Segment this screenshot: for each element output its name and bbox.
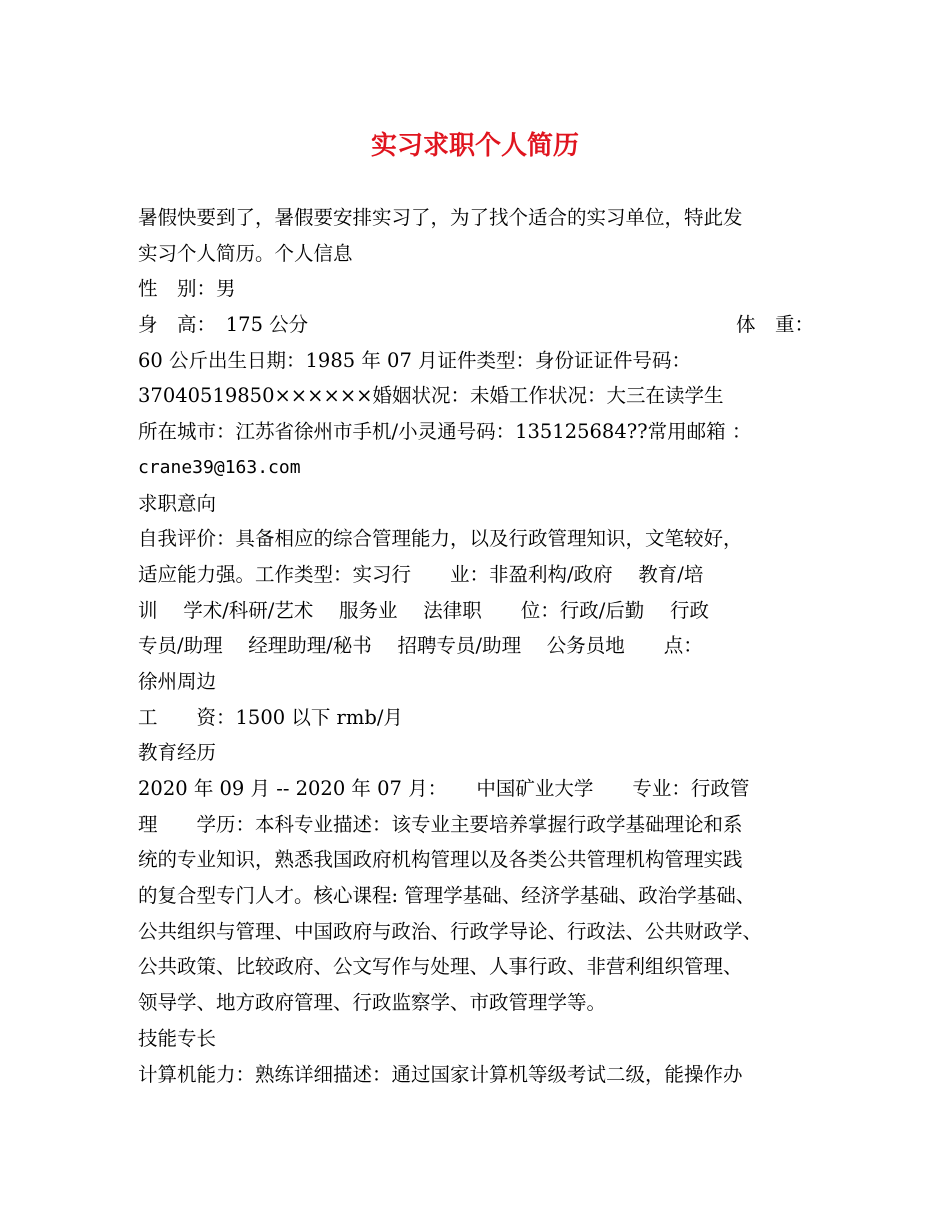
education-line-7: 领导学、地方政府管理、行政监察学、市政管理学等。 (138, 991, 607, 1015)
id-marital-line: 37040519850××××××婚姻状况：未婚工作状况：大三在读学生 (138, 384, 724, 408)
location-line: 徐州周边 (138, 669, 217, 693)
education-line-5: 公共组织与管理、中国政府与政治、行政学导论、行政法、公共财政学、 (138, 919, 763, 943)
position-line: 专员/助理 经理助理/秘书 招聘专员/助理 公务员地 点： (138, 634, 703, 658)
city-phone-line: 所在城市：江苏省徐州市手机/小灵通号码：135125684??常用邮箱 ： (138, 420, 752, 444)
section-heading-education: 教育经历 (138, 741, 217, 765)
self-evaluation-line-2: 适应能力强。工作类型：实习行 业：非盈利构/政府 教育/培 (138, 562, 704, 586)
height-field: 身 高： 175 公分 (138, 313, 309, 337)
skills-line-1: 计算机能力：熟练详细描述：通过国家计算机等级考试二级，能操作办 (138, 1062, 743, 1086)
section-heading-job-intention: 求职意向 (138, 491, 217, 515)
height-weight-line (138, 307, 814, 343)
personal-info-line: 60 公斤出生日期：1985 年 07 月证件类型：身份证证件号码： (138, 348, 692, 372)
intro-line-1: 暑假快要到了，暑假要安排实习了，为了找个适合的实习单位，特此发 (138, 206, 743, 229)
self-evaluation-line-1: 自我评价：具备相应的综合管理能力，以及行政管理知识，文笔较好， (138, 527, 743, 551)
education-line-1: 2020 年 09 月 -- 2020 年 07 月： 中国矿业大学 专业：行政管 (138, 777, 750, 800)
document-body (138, 200, 814, 1092)
intro-line-2: 实习个人简历。个人信息 (138, 241, 353, 265)
email-value: crane39@163.com (138, 456, 301, 478)
industry-line: 训 学术/科研/艺术 服务业 法律职 位：行政/后勤 行政 (138, 598, 710, 622)
weight-label: 体 重： (735, 313, 814, 337)
salary-line: 工 资：1500 以下 rmb/月 (138, 705, 403, 729)
section-heading-skills: 技能专长 (138, 1026, 217, 1050)
education-line-6: 公共政策、比较政府、公文写作与处理、人事行政、非营利组织管理、 (138, 955, 743, 979)
education-line-3: 统的专业知识，熟悉我国政府机构管理以及各类公共管理机构管理实践 (138, 848, 743, 872)
education-line-4: 的复合型专门人才。核心课程: 管理学基础、经济学基础、政治学基础、 (138, 884, 756, 908)
document-title: 实习求职个人简历 (370, 131, 579, 161)
gender-line: 性 别：男 (138, 277, 236, 301)
education-line-2: 理 学历：本科专业描述：该专业主要培养掌握行政学基础理论和系 (138, 812, 743, 836)
